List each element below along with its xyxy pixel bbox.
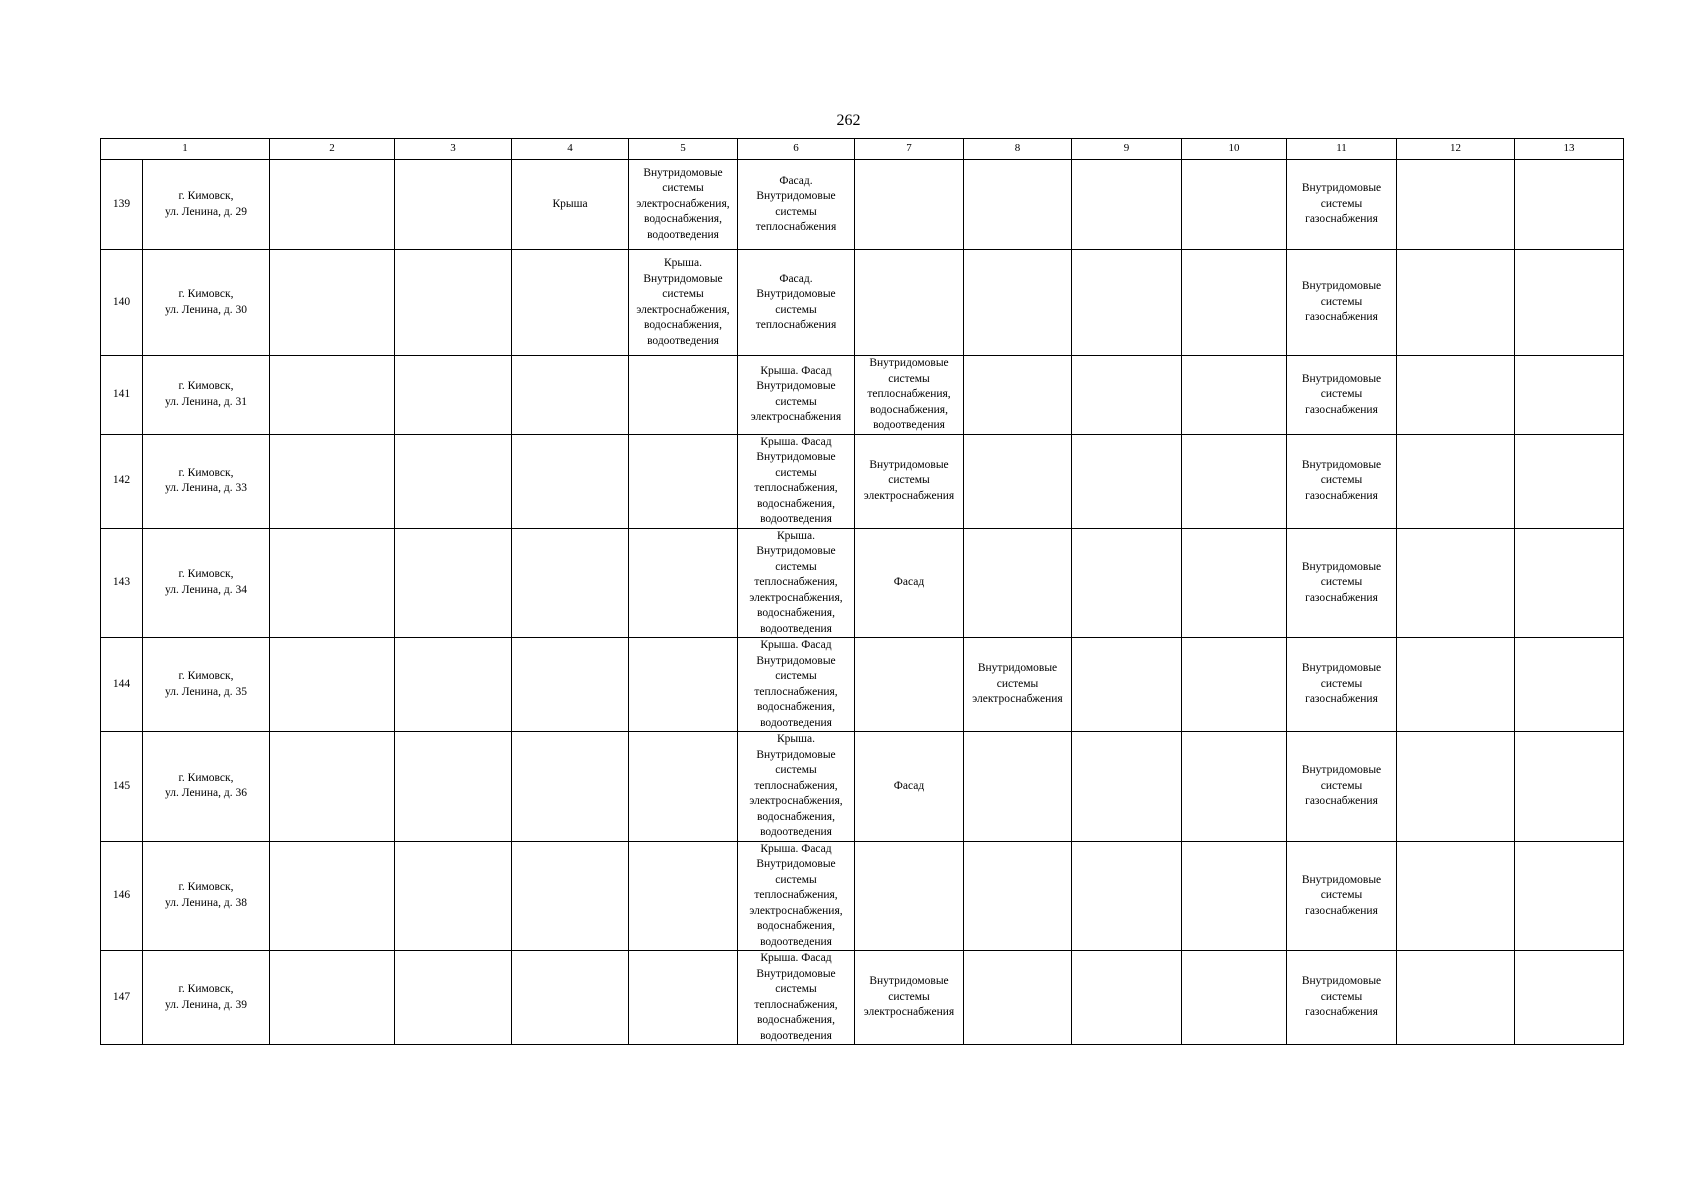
header-cell: 9 [1072, 139, 1182, 160]
work-cell-c3 [395, 638, 512, 732]
work-cell-c9 [1072, 528, 1182, 638]
work-cell-c9 [1072, 434, 1182, 528]
cell-text: Внутридомовые системы электроснабжения [972, 662, 1063, 706]
header-cell: 2 [270, 139, 395, 160]
work-cell-c12 [1397, 356, 1515, 435]
cell-text: г. Кимовск, ул. Ленина, д. 36 [165, 771, 247, 800]
work-cell-c7 [855, 951, 964, 1045]
work-cell-c8 [964, 638, 1072, 732]
table-row [101, 951, 1624, 1045]
work-cell-c2 [270, 356, 395, 435]
work-cell-c2 [270, 841, 395, 951]
cell-text: Внутридомовые системы газоснабжения [1301, 458, 1382, 502]
work-cell-c10 [1182, 160, 1287, 250]
work-cell-c7 [855, 841, 964, 951]
table-row [101, 160, 1624, 250]
work-cell-c13 [1515, 638, 1624, 732]
header-cell: 3 [395, 139, 512, 160]
work-cell-c2 [270, 250, 395, 356]
work-cell-c13 [1515, 732, 1624, 842]
cell-text: 140 [112, 295, 131, 308]
work-cell-c13 [1515, 951, 1624, 1045]
cell-text: Крыша. Фасад Внутридомовые системы электроснабжения [750, 364, 842, 424]
work-schedule-table [100, 138, 1624, 1045]
cell-text: Крыша. Фасад Внутридомовые системы теплоснабжения, водоснабжения, водоотведения [754, 435, 838, 525]
work-cell-c9 [1072, 356, 1182, 435]
work-cell-c6 [738, 528, 855, 638]
address-cell [143, 732, 270, 842]
cell-text: 144 [112, 677, 131, 690]
cell-text: Фасад [893, 779, 925, 792]
work-cell-c7 [855, 638, 964, 732]
table-row [101, 638, 1624, 732]
work-cell-c10 [1182, 528, 1287, 638]
address-cell [143, 160, 270, 250]
work-cell-c13 [1515, 434, 1624, 528]
work-cell-c6 [738, 250, 855, 356]
cell-text: Крыша. Фасад Внутридомовые системы теплоснабжения, электроснабжения, водоснабжения, водоотведения [749, 842, 843, 948]
work-cell-c3 [395, 356, 512, 435]
work-cell-c12 [1397, 528, 1515, 638]
work-cell-c6 [738, 841, 855, 951]
work-cell-c5 [629, 528, 738, 638]
address-cell [143, 841, 270, 951]
cell-text: 143 [112, 576, 131, 588]
work-cell-c4 [512, 434, 629, 528]
cell-text: Внутридомовые системы газоснабжения [1301, 372, 1382, 416]
work-cell-c4 [512, 160, 629, 250]
work-cell-c8 [964, 732, 1072, 842]
cell-text: г. Кимовск, ул. Ленина, д. 34 [165, 568, 247, 596]
work-cell-c10 [1182, 356, 1287, 435]
header-cell: 4 [512, 139, 629, 160]
work-cell-c2 [270, 638, 395, 732]
cell-text: Фасад. Внутридомовые системы теплоснабжения [755, 174, 837, 233]
table-row [101, 528, 1624, 638]
row-number-cell [101, 732, 143, 842]
address-cell [143, 356, 270, 435]
address-cell [143, 434, 270, 528]
work-cell-c10 [1182, 434, 1287, 528]
work-cell-c4 [512, 732, 629, 842]
work-cell-c10 [1182, 951, 1287, 1045]
header-cell: 10 [1182, 139, 1287, 160]
work-cell-c11 [1287, 160, 1397, 250]
row-number-cell [101, 250, 143, 356]
row-number-cell [101, 638, 143, 732]
work-cell-c9 [1072, 638, 1182, 732]
work-cell-c5 [629, 250, 738, 356]
work-cell-c9 [1072, 732, 1182, 842]
table-row [101, 250, 1624, 356]
row-number-cell [101, 160, 143, 250]
work-cell-c6 [738, 638, 855, 732]
work-cell-c5 [629, 638, 738, 732]
work-cell-c4 [512, 356, 629, 435]
work-cell-c8 [964, 434, 1072, 528]
work-cell-c9 [1072, 250, 1182, 356]
work-cell-c10 [1182, 638, 1287, 732]
work-cell-c13 [1515, 250, 1624, 356]
address-cell [143, 528, 270, 638]
work-cell-c5 [629, 841, 738, 951]
cell-text: Внутридомовые системы газоснабжения [1301, 280, 1382, 324]
work-cell-c8 [964, 841, 1072, 951]
work-cell-c4 [512, 841, 629, 951]
cell-text: Фасад [893, 576, 925, 588]
work-cell-c4 [512, 951, 629, 1045]
table-row [101, 732, 1624, 842]
row-number-cell [101, 434, 143, 528]
cell-text: Фасад. Внутридомовые системы теплоснабжения [755, 272, 837, 331]
cell-text: Внутридомовые системы газоснабжения [1301, 182, 1382, 226]
cell-text: 145 [112, 779, 131, 792]
row-number-cell [101, 528, 143, 638]
work-cell-c13 [1515, 528, 1624, 638]
table-row [101, 841, 1624, 951]
work-cell-c7 [855, 250, 964, 356]
cell-text: 142 [112, 474, 131, 487]
work-cell-c11 [1287, 841, 1397, 951]
header-cell: 6 [738, 139, 855, 160]
work-cell-c11 [1287, 951, 1397, 1045]
cell-text: Крыша. Фасад Внутридомовые системы теплоснабжения, водоснабжения, водоотведения [754, 639, 838, 729]
work-cell-c6 [738, 356, 855, 435]
work-cell-c12 [1397, 638, 1515, 732]
cell-text: 141 [112, 388, 131, 400]
cell-text: Крыша. Внутридомовые системы теплоснабжения, электроснабжения, водоснабжения, водоотведения [749, 733, 843, 838]
work-cell-c5 [629, 732, 738, 842]
cell-text: г. Кимовск, ул. Ленина, д. 38 [165, 881, 247, 909]
work-cell-c10 [1182, 250, 1287, 356]
work-cell-c11 [1287, 732, 1397, 842]
work-cell-c7 [855, 160, 964, 250]
work-cell-c12 [1397, 732, 1515, 842]
work-cell-c3 [395, 160, 512, 250]
cell-text: Внутридомовые системы теплоснабжения, водоснабжения, водоотведения [867, 357, 951, 431]
work-cell-c9 [1072, 841, 1182, 951]
work-cell-c6 [738, 732, 855, 842]
work-cell-c3 [395, 841, 512, 951]
work-cell-c5 [629, 160, 738, 250]
work-cell-c6 [738, 160, 855, 250]
header-cell: 7 [855, 139, 964, 160]
row-number-cell [101, 356, 143, 435]
page-number: 262 [836, 112, 861, 129]
cell-text: Крыша. Фасад Внутридомовые системы теплоснабжения, водоснабжения, водоотведения [754, 952, 838, 1042]
cell-text: Крыша. Внутридомовые системы электроснабжения, водоснабжения, водоотведения [636, 257, 730, 347]
row-number-cell [101, 951, 143, 1045]
work-cell-c2 [270, 434, 395, 528]
address-cell [143, 951, 270, 1045]
work-cell-c3 [395, 951, 512, 1045]
work-cell-c12 [1397, 434, 1515, 528]
table-row [101, 434, 1624, 528]
work-cell-c6 [738, 434, 855, 528]
work-cell-c3 [395, 434, 512, 528]
header-cell: 13 [1515, 139, 1624, 160]
work-cell-c2 [270, 951, 395, 1045]
work-cell-c11 [1287, 356, 1397, 435]
cell-text: Крыша [552, 197, 588, 210]
row-number-cell [101, 841, 143, 951]
work-cell-c10 [1182, 732, 1287, 842]
work-cell-c12 [1397, 951, 1515, 1045]
work-cell-c11 [1287, 528, 1397, 638]
cell-text: Внутридомовые системы газоснабжения [1301, 975, 1382, 1019]
work-cell-c8 [964, 160, 1072, 250]
work-cell-c4 [512, 638, 629, 732]
header-cell: 12 [1397, 139, 1515, 160]
cell-text: Внутридомовые системы электроснабжения, водоснабжения, водоотведения [636, 166, 730, 241]
work-cell-c12 [1397, 841, 1515, 951]
cell-text: Внутридомовые системы газоснабжения [1301, 873, 1382, 917]
header-cell: 5 [629, 139, 738, 160]
work-cell-c3 [395, 528, 512, 638]
cell-text: Внутридомовые системы электроснабжения [863, 975, 955, 1019]
work-cell-c2 [270, 732, 395, 842]
cell-text: г. Кимовск, ул. Ленина, д. 33 [165, 466, 247, 494]
header-cell: 11 [1287, 139, 1397, 160]
work-cell-c7 [855, 434, 964, 528]
work-cell-c7 [855, 732, 964, 842]
work-cell-c12 [1397, 160, 1515, 250]
header-row [101, 139, 1624, 160]
work-cell-c12 [1397, 250, 1515, 356]
work-cell-c9 [1072, 951, 1182, 1045]
work-cell-c4 [512, 250, 629, 356]
cell-text: г. Кимовск, ул. Ленина, д. 29 [165, 190, 247, 218]
cell-text: Внутридомовые системы газоснабжения [1301, 662, 1382, 706]
cell-text: г. Кимовск, ул. Ленина, д. 35 [165, 670, 247, 698]
work-cell-c13 [1515, 356, 1624, 435]
work-cell-c11 [1287, 434, 1397, 528]
work-cell-c3 [395, 732, 512, 842]
work-cell-c8 [964, 951, 1072, 1045]
work-cell-c8 [964, 250, 1072, 356]
table-row [101, 356, 1624, 435]
cell-text: 147 [112, 990, 131, 1003]
cell-text: Внутридомовые системы газоснабжения [1301, 764, 1382, 807]
work-cell-c13 [1515, 841, 1624, 951]
header-cell: 1 [101, 139, 270, 160]
work-cell-c2 [270, 528, 395, 638]
cell-text: Внутридомовые системы газоснабжения [1301, 560, 1382, 604]
work-cell-c4 [512, 528, 629, 638]
work-cell-c6 [738, 951, 855, 1045]
cell-text: Крыша. Внутридомовые системы теплоснабжения, электроснабжения, водоснабжения, водоотведения [749, 529, 843, 635]
work-cell-c8 [964, 528, 1072, 638]
work-cell-c9 [1072, 160, 1182, 250]
work-cell-c5 [629, 951, 738, 1045]
work-cell-c5 [629, 434, 738, 528]
cell-text: Внутридомовые системы электроснабжения [863, 458, 955, 502]
work-cell-c5 [629, 356, 738, 435]
cell-text: г. Кимовск, ул. Ленина, д. 31 [165, 380, 247, 408]
header-cell: 8 [964, 139, 1072, 160]
cell-text: 139 [112, 197, 131, 210]
work-cell-c8 [964, 356, 1072, 435]
work-cell-c11 [1287, 250, 1397, 356]
address-cell [143, 250, 270, 356]
work-cell-c3 [395, 250, 512, 356]
cell-text: 146 [112, 889, 131, 901]
work-cell-c10 [1182, 841, 1287, 951]
cell-text: г. Кимовск, ул. Ленина, д. 39 [165, 983, 247, 1011]
cell-text: г. Кимовск, ул. Ленина, д. 30 [165, 288, 247, 316]
work-cell-c7 [855, 528, 964, 638]
work-cell-c13 [1515, 160, 1624, 250]
work-cell-c11 [1287, 638, 1397, 732]
work-cell-c7 [855, 356, 964, 435]
work-cell-c2 [270, 160, 395, 250]
address-cell [143, 638, 270, 732]
